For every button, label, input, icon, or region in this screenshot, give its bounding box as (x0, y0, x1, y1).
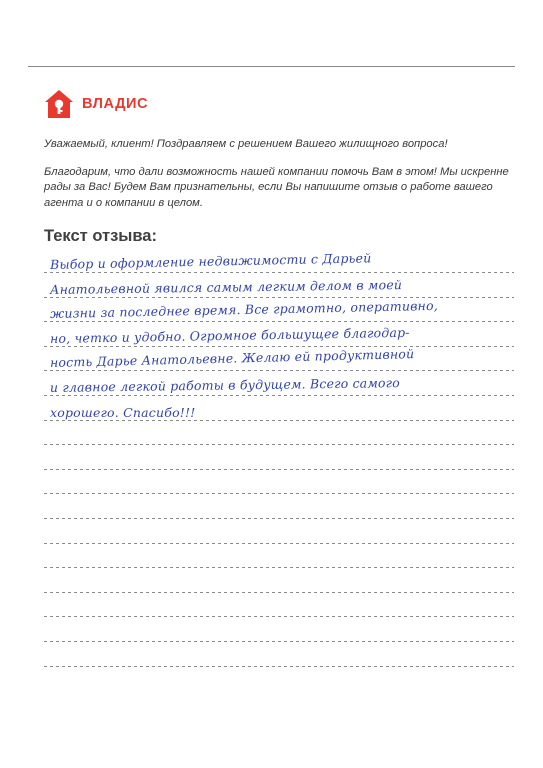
review-title: Текст отзыва: (44, 227, 157, 245)
greeting-text: Уважаемый, клиент! Поздравляем с решением Вашего жилищного вопроса! (44, 138, 448, 150)
top-divider (28, 66, 515, 67)
writing-line (44, 469, 514, 470)
handwritten-line: жизни за последнее время. Все грамотно, оперативно, (49, 298, 439, 322)
intro-text (44, 137, 514, 211)
handwritten-line: и главное легкой работы в будущем. Всего самого (49, 375, 401, 395)
brand-name: ВЛАДИС (82, 96, 149, 112)
writing-line (44, 641, 514, 642)
handwritten-line: хорошего. Спасибо!!! (50, 404, 196, 420)
handwritten-line: но, четко и удобно. Огромное большущее благодар- (49, 324, 410, 346)
writing-line (44, 543, 514, 544)
writing-line (44, 616, 514, 617)
handwritten-line: ность Дарье Анатольевне. Желаю ей продуктивной (49, 346, 415, 371)
handwritten-line: Анатольевной явился самым легким делом в моей (49, 276, 403, 297)
writing-line (44, 518, 514, 519)
writing-line (44, 666, 514, 667)
intro-body-text: Благодарим, что дали возможность нашей компании помочь Вам в этом! Мы искренне рады за Вас! Будем Вам признательны, если Вы напишите отзыв о работе вашего агента и о компании в целом. (44, 165, 509, 209)
house-key-icon (44, 89, 74, 119)
handwritten-review (49, 250, 520, 425)
writing-line (44, 567, 514, 568)
handwritten-line: Выбор и оформление недвижимости с Дарьей (49, 250, 372, 272)
writing-line (44, 493, 514, 494)
writing-line (44, 444, 514, 445)
writing-line (44, 592, 514, 593)
brand-logo (44, 89, 148, 119)
